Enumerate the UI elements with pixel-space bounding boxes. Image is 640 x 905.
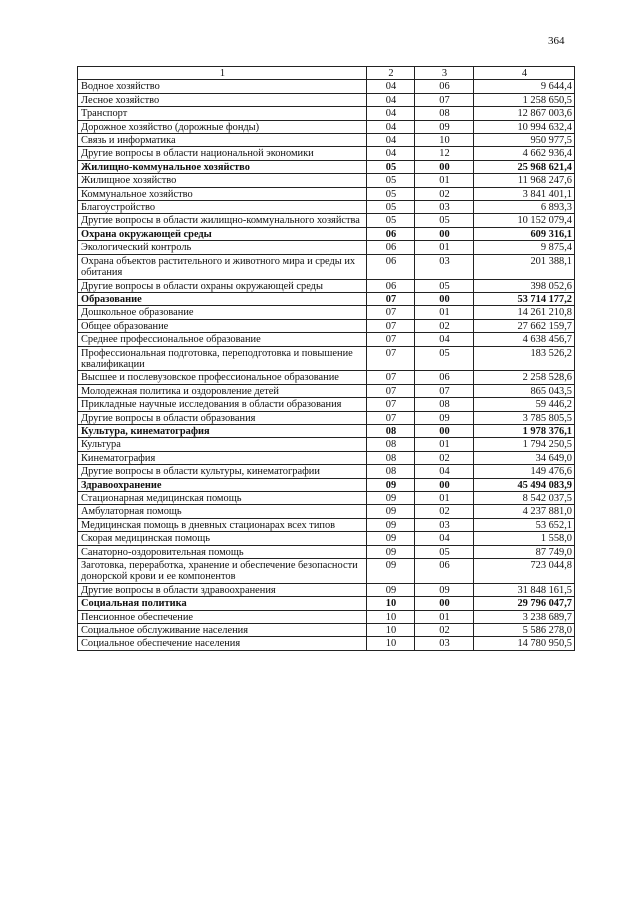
row-subsection-code-cell: 03 (415, 254, 474, 279)
row-section-code-cell: 09 (367, 478, 415, 491)
header-name-column: 1 (78, 67, 367, 80)
row-subsection-code-cell: 09 (415, 583, 474, 596)
row-subsection-code-cell: 06 (415, 559, 474, 584)
row-subsection-code-cell: 04 (415, 465, 474, 478)
row-section-code-cell: 06 (367, 254, 415, 279)
row-amount-cell: 723 044,8 (474, 559, 575, 584)
table-row (78, 610, 575, 623)
row-name-cell: Другие вопросы в области охраны окружающей среды (78, 279, 367, 292)
row-amount-cell: 6 893,3 (474, 201, 575, 214)
row-subsection-code-cell: 06 (415, 371, 474, 384)
table-row (78, 559, 575, 584)
table-row (78, 333, 575, 346)
table-row (78, 214, 575, 227)
table-row (78, 478, 575, 491)
row-name-cell: Скорая медицинская помощь (78, 532, 367, 545)
table-row (78, 120, 575, 133)
table-body (78, 80, 575, 650)
row-subsection-code-cell: 09 (415, 120, 474, 133)
table-row (78, 637, 575, 650)
row-subsection-code-cell: 01 (415, 174, 474, 187)
row-section-code-cell: 09 (367, 505, 415, 518)
table-row (78, 174, 575, 187)
row-subsection-code-cell: 02 (415, 505, 474, 518)
row-name-cell: Другие вопросы в области культуры, кинематографии (78, 465, 367, 478)
row-amount-cell: 12 867 003,6 (474, 107, 575, 120)
table-row (78, 371, 575, 384)
row-section-code-cell: 04 (367, 93, 415, 106)
row-section-code-cell: 05 (367, 174, 415, 187)
row-name-cell: Коммунальное хозяйство (78, 187, 367, 200)
row-subsection-code-cell: 12 (415, 147, 474, 160)
row-amount-cell: 1 978 376,1 (474, 424, 575, 437)
table-row (78, 93, 575, 106)
row-section-code-cell: 07 (367, 319, 415, 332)
row-amount-cell: 11 968 247,6 (474, 174, 575, 187)
row-subsection-code-cell: 00 (415, 160, 474, 173)
row-amount-cell: 8 542 037,5 (474, 492, 575, 505)
row-subsection-code-cell: 09 (415, 411, 474, 424)
row-name-cell: Благоустройство (78, 201, 367, 214)
row-amount-cell: 53 652,1 (474, 518, 575, 531)
header-amount-column: 4 (474, 67, 575, 80)
row-subsection-code-cell: 05 (415, 279, 474, 292)
row-subsection-code-cell: 01 (415, 438, 474, 451)
row-section-code-cell: 06 (367, 241, 415, 254)
row-name-cell: Жилищное хозяйство (78, 174, 367, 187)
row-subsection-code-cell: 03 (415, 637, 474, 650)
table-row (78, 80, 575, 93)
row-name-cell: Среднее профессиональное образование (78, 333, 367, 346)
row-name-cell: Жилищно-коммунальное хозяйство (78, 160, 367, 173)
row-section-code-cell: 09 (367, 518, 415, 531)
row-amount-cell: 3 785 805,5 (474, 411, 575, 424)
row-name-cell: Охрана окружающей среды (78, 227, 367, 240)
row-amount-cell: 29 796 047,7 (474, 597, 575, 610)
row-amount-cell: 34 649,0 (474, 451, 575, 464)
table-row (78, 107, 575, 120)
row-subsection-code-cell: 02 (415, 319, 474, 332)
table-row (78, 306, 575, 319)
row-name-cell: Экологический контроль (78, 241, 367, 254)
table-row (78, 319, 575, 332)
row-subsection-code-cell: 03 (415, 201, 474, 214)
row-section-code-cell: 08 (367, 465, 415, 478)
row-section-code-cell: 04 (367, 120, 415, 133)
row-section-code-cell: 04 (367, 134, 415, 147)
row-amount-cell: 59 446,2 (474, 398, 575, 411)
table-row (78, 398, 575, 411)
page-number: 364 (548, 35, 565, 47)
row-section-code-cell: 10 (367, 610, 415, 623)
table-row (78, 227, 575, 240)
row-section-code-cell: 07 (367, 398, 415, 411)
row-section-code-cell: 09 (367, 559, 415, 584)
row-section-code-cell: 10 (367, 624, 415, 637)
row-name-cell: Охрана объектов растительного и животного мира и среды их обитания (78, 254, 367, 279)
header-subsection-column: 3 (415, 67, 474, 80)
row-amount-cell: 31 848 161,5 (474, 583, 575, 596)
row-name-cell: Водное хозяйство (78, 80, 367, 93)
row-section-code-cell: 08 (367, 424, 415, 437)
row-name-cell: Связь и информатика (78, 134, 367, 147)
row-subsection-code-cell: 07 (415, 93, 474, 106)
row-section-code-cell: 09 (367, 532, 415, 545)
header-section-column: 2 (367, 67, 415, 80)
table-row (78, 160, 575, 173)
row-amount-cell: 10 152 079,4 (474, 214, 575, 227)
table-row (78, 451, 575, 464)
row-name-cell: Амбулаторная помощь (78, 505, 367, 518)
row-amount-cell: 3 238 689,7 (474, 610, 575, 623)
row-name-cell: Социальное обеспечение населения (78, 637, 367, 650)
table-row (78, 518, 575, 531)
row-subsection-code-cell: 04 (415, 532, 474, 545)
row-subsection-code-cell: 02 (415, 187, 474, 200)
table-row (78, 597, 575, 610)
row-name-cell: Лесное хозяйство (78, 93, 367, 106)
row-section-code-cell: 09 (367, 545, 415, 558)
row-section-code-cell: 05 (367, 160, 415, 173)
table-row (78, 492, 575, 505)
row-subsection-code-cell: 03 (415, 518, 474, 531)
table-row (78, 532, 575, 545)
row-amount-cell: 87 749,0 (474, 545, 575, 558)
row-subsection-code-cell: 02 (415, 451, 474, 464)
table-row (78, 147, 575, 160)
row-name-cell: Другие вопросы в области национальной экономики (78, 147, 367, 160)
row-section-code-cell: 07 (367, 346, 415, 371)
table-row (78, 583, 575, 596)
row-name-cell: Культура (78, 438, 367, 451)
row-name-cell: Высшее и послевузовское профессиональное образование (78, 371, 367, 384)
row-subsection-code-cell: 00 (415, 478, 474, 491)
row-section-code-cell: 08 (367, 438, 415, 451)
row-amount-cell: 201 388,1 (474, 254, 575, 279)
row-name-cell: Профессиональная подготовка, переподготовка и повышение квалификации (78, 346, 367, 371)
row-section-code-cell: 07 (367, 411, 415, 424)
row-name-cell: Здравоохранение (78, 478, 367, 491)
row-name-cell: Пенсионное обеспечение (78, 610, 367, 623)
row-name-cell: Санаторно-оздоровительная помощь (78, 545, 367, 558)
row-amount-cell: 14 261 210,8 (474, 306, 575, 319)
row-amount-cell: 398 052,6 (474, 279, 575, 292)
row-subsection-code-cell: 07 (415, 384, 474, 397)
row-amount-cell: 1 258 650,5 (474, 93, 575, 106)
table-row (78, 241, 575, 254)
row-name-cell: Медицинская помощь в дневных стационарах всех типов (78, 518, 367, 531)
row-section-code-cell: 10 (367, 597, 415, 610)
row-subsection-code-cell: 01 (415, 241, 474, 254)
row-amount-cell: 4 662 936,4 (474, 147, 575, 160)
row-name-cell: Другие вопросы в области здравоохранения (78, 583, 367, 596)
table-row (78, 134, 575, 147)
row-amount-cell: 5 586 278,0 (474, 624, 575, 637)
row-name-cell: Другие вопросы в области образования (78, 411, 367, 424)
row-name-cell: Заготовка, переработка, хранение и обеспечение безопасности донорской крови и ее компонентов (78, 559, 367, 584)
row-name-cell: Кинематография (78, 451, 367, 464)
row-subsection-code-cell: 00 (415, 227, 474, 240)
row-subsection-code-cell: 01 (415, 306, 474, 319)
row-section-code-cell: 04 (367, 147, 415, 160)
row-name-cell: Молодежная политика и оздоровление детей (78, 384, 367, 397)
row-subsection-code-cell: 02 (415, 624, 474, 637)
row-section-code-cell: 04 (367, 80, 415, 93)
table-row (78, 279, 575, 292)
table-row (78, 465, 575, 478)
row-name-cell: Другие вопросы в области жилищно-коммунального хозяйства (78, 214, 367, 227)
row-section-code-cell: 07 (367, 333, 415, 346)
row-section-code-cell: 07 (367, 371, 415, 384)
row-name-cell: Общее образование (78, 319, 367, 332)
budget-table (77, 66, 575, 651)
table-row (78, 411, 575, 424)
row-subsection-code-cell: 10 (415, 134, 474, 147)
table-row (78, 254, 575, 279)
row-subsection-code-cell: 05 (415, 214, 474, 227)
row-section-code-cell: 07 (367, 292, 415, 305)
row-section-code-cell: 09 (367, 492, 415, 505)
row-name-cell: Транспорт (78, 107, 367, 120)
row-section-code-cell: 05 (367, 187, 415, 200)
table-row (78, 624, 575, 637)
row-subsection-code-cell: 01 (415, 610, 474, 623)
row-amount-cell: 2 258 528,6 (474, 371, 575, 384)
row-name-cell: Социальное обслуживание населения (78, 624, 367, 637)
row-section-code-cell: 09 (367, 583, 415, 596)
row-amount-cell: 183 526,2 (474, 346, 575, 371)
row-amount-cell: 3 841 401,1 (474, 187, 575, 200)
table-row (78, 545, 575, 558)
row-name-cell: Образование (78, 292, 367, 305)
row-subsection-code-cell: 01 (415, 492, 474, 505)
row-section-code-cell: 07 (367, 306, 415, 319)
row-amount-cell: 4 638 456,7 (474, 333, 575, 346)
table-row (78, 438, 575, 451)
table-header-row (78, 67, 575, 80)
row-name-cell: Дорожное хозяйство (дорожные фонды) (78, 120, 367, 133)
row-subsection-code-cell: 04 (415, 333, 474, 346)
table-row (78, 424, 575, 437)
row-amount-cell: 865 043,5 (474, 384, 575, 397)
row-subsection-code-cell: 00 (415, 424, 474, 437)
row-amount-cell: 53 714 177,2 (474, 292, 575, 305)
row-amount-cell: 1 794 250,5 (474, 438, 575, 451)
row-name-cell: Стационарная медицинская помощь (78, 492, 367, 505)
row-section-code-cell: 08 (367, 451, 415, 464)
row-section-code-cell: 10 (367, 637, 415, 650)
row-amount-cell: 4 237 881,0 (474, 505, 575, 518)
table-row (78, 201, 575, 214)
row-amount-cell: 14 780 950,5 (474, 637, 575, 650)
row-amount-cell: 9 644,4 (474, 80, 575, 93)
row-subsection-code-cell: 00 (415, 292, 474, 305)
table-row (78, 505, 575, 518)
row-section-code-cell: 07 (367, 384, 415, 397)
row-amount-cell: 149 476,6 (474, 465, 575, 478)
row-amount-cell: 10 994 632,4 (474, 120, 575, 133)
row-amount-cell: 1 558,0 (474, 532, 575, 545)
row-name-cell: Культура, кинематография (78, 424, 367, 437)
table-row (78, 346, 575, 371)
row-name-cell: Социальная политика (78, 597, 367, 610)
row-amount-cell: 45 494 083,9 (474, 478, 575, 491)
row-subsection-code-cell: 00 (415, 597, 474, 610)
row-amount-cell: 27 662 159,7 (474, 319, 575, 332)
row-subsection-code-cell: 05 (415, 545, 474, 558)
row-section-code-cell: 05 (367, 214, 415, 227)
row-name-cell: Прикладные научные исследования в области образования (78, 398, 367, 411)
row-section-code-cell: 06 (367, 227, 415, 240)
row-amount-cell: 9 875,4 (474, 241, 575, 254)
row-subsection-code-cell: 06 (415, 80, 474, 93)
row-section-code-cell: 05 (367, 201, 415, 214)
row-section-code-cell: 04 (367, 107, 415, 120)
row-amount-cell: 609 316,1 (474, 227, 575, 240)
row-section-code-cell: 06 (367, 279, 415, 292)
table-row (78, 384, 575, 397)
row-name-cell: Дошкольное образование (78, 306, 367, 319)
table-row (78, 187, 575, 200)
row-subsection-code-cell: 08 (415, 398, 474, 411)
row-subsection-code-cell: 05 (415, 346, 474, 371)
row-amount-cell: 950 977,5 (474, 134, 575, 147)
row-amount-cell: 25 968 621,4 (474, 160, 575, 173)
table-row (78, 292, 575, 305)
row-subsection-code-cell: 08 (415, 107, 474, 120)
